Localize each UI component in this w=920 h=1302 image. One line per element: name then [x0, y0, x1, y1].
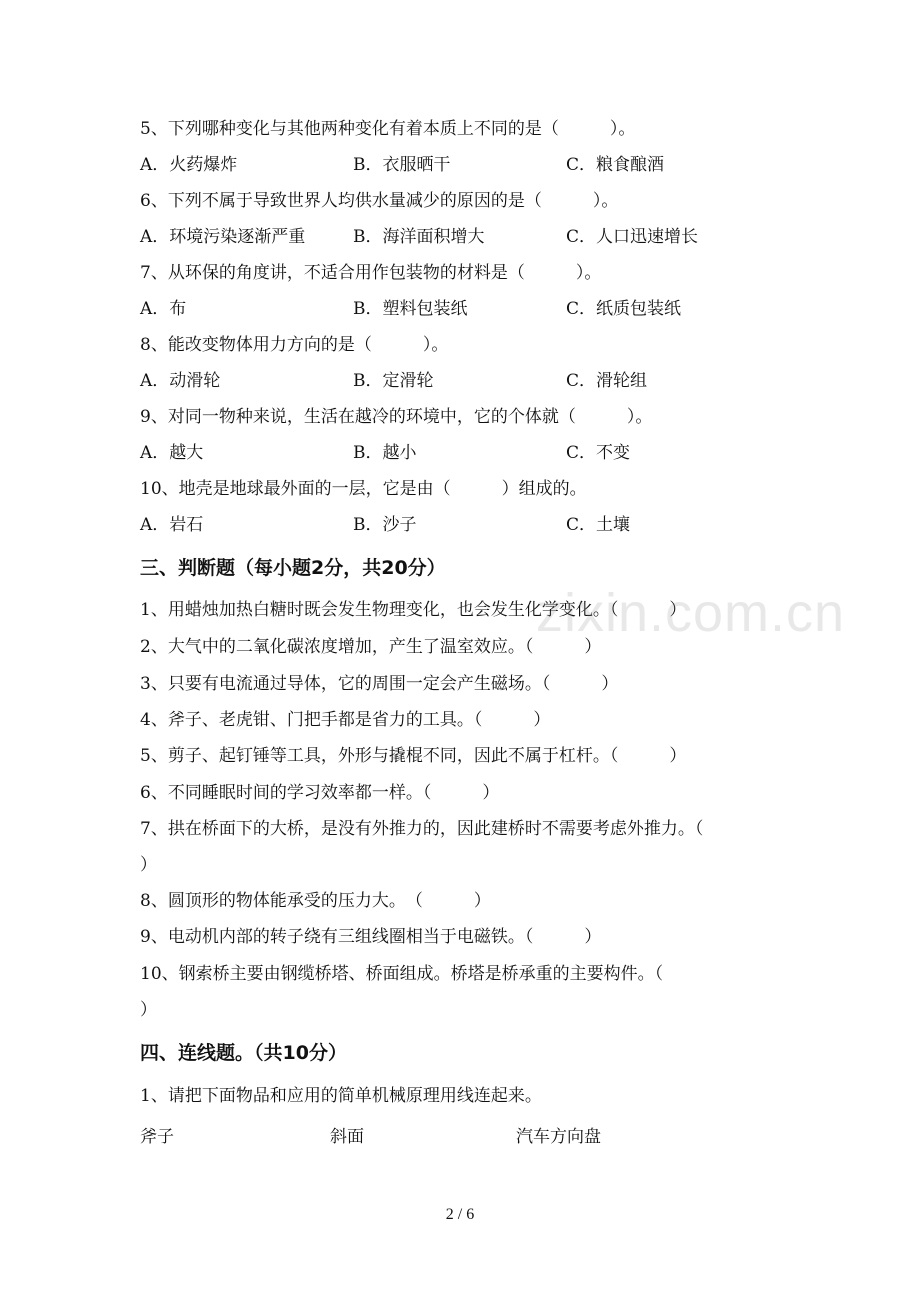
option-b: B．衣服晒干	[353, 155, 451, 175]
section-heading-judgement: 三、判断题（每小题2分，共20分）	[140, 557, 446, 579]
option-a: A．环境污染逐渐严重	[140, 227, 306, 247]
option-b: B．定滑轮	[353, 371, 434, 391]
question-8: 8、能改变物体用力方向的是（ ）。	[140, 335, 449, 355]
judgement-item: 8、圆顶形的物体能承受的压力大。 （ ）	[140, 891, 491, 911]
option-a: A．岩石	[140, 515, 204, 535]
section-heading-matching: 四、连线题。（共10分）	[140, 1042, 347, 1064]
option-c: C．滑轮组	[566, 371, 648, 391]
question-5: 5、下列哪种变化与其他两种变化有着本质上不同的是（ ）。	[140, 119, 636, 139]
page-number: 2 / 6	[445, 1206, 475, 1223]
judgement-item-continuation: ）	[140, 855, 157, 875]
question-6: 6、下列不属于导致世界人均供水量减少的原因的是（ ）。	[140, 191, 619, 211]
judgement-item: 2、大气中的二氧化碳浓度增加，产生了温室效应。（ ）	[140, 637, 602, 657]
matching-item: 斧子	[140, 1127, 174, 1147]
question-10: 10、地壳是地球最外面的一层，它是由（ ）组成的。	[140, 479, 587, 499]
option-a: A．越大	[140, 443, 204, 463]
matching-item: 汽车方向盘	[516, 1127, 601, 1147]
option-c: C．土壤	[566, 515, 631, 535]
option-a: A．火药爆炸	[140, 155, 238, 175]
judgement-item: 9、电动机内部的转子绕有三组线圈相当于电磁铁。（ ）	[140, 927, 602, 947]
option-c: C．纸质包装纸	[566, 299, 682, 319]
watermark: zixin.com.cn	[536, 583, 846, 643]
judgement-item-continuation: ）	[140, 1000, 157, 1020]
option-b: B．沙子	[353, 515, 417, 535]
matching-instruction: 1、请把下面物品和应用的简单机械原理用线连起来。	[140, 1086, 542, 1106]
question-7: 7、从环保的角度讲，不适合用作包装物的材料是（ ）。	[140, 263, 602, 283]
option-c: C．粮食酿酒	[566, 155, 665, 175]
question-9: 9、对同一物种来说，生活在越冷的环境中，它的个体就（ ）。	[140, 407, 653, 427]
judgement-item: 1、用蜡烛加热白糖时既会发生物理变化，也会发生化学变化。（ ）	[140, 600, 687, 620]
option-c: C．人口迅速增长	[566, 227, 699, 247]
option-a: A．布	[140, 299, 187, 319]
option-a: A．动滑轮	[140, 371, 221, 391]
option-b: B．越小	[353, 443, 417, 463]
option-b: B．塑料包装纸	[353, 299, 468, 319]
judgement-item: 3、只要有电流通过导体，它的周围一定会产生磁场。（ ）	[140, 674, 619, 694]
judgement-item: 6、不同睡眠时间的学习效率都一样。（ ）	[140, 783, 500, 803]
judgement-item: 5、剪子、起钉锤等工具，外形与撬棍不同，因此不属于杠杆。（ ）	[140, 746, 687, 766]
judgement-item: 4、斧子、老虎钳、门把手都是省力的工具。（ ）	[140, 710, 551, 730]
option-c: C．不变	[566, 443, 631, 463]
judgement-item: 7、拱在桥面下的大桥，是没有外推力的，因此建桥时不需要考虑外推力。（	[140, 819, 704, 839]
matching-item: 斜面	[330, 1127, 364, 1147]
judgement-item: 10、钢索桥主要由钢缆桥塔、桥面组成。桥塔是桥承重的主要构件。（	[140, 964, 664, 984]
option-b: B．海洋面积增大	[353, 227, 485, 247]
